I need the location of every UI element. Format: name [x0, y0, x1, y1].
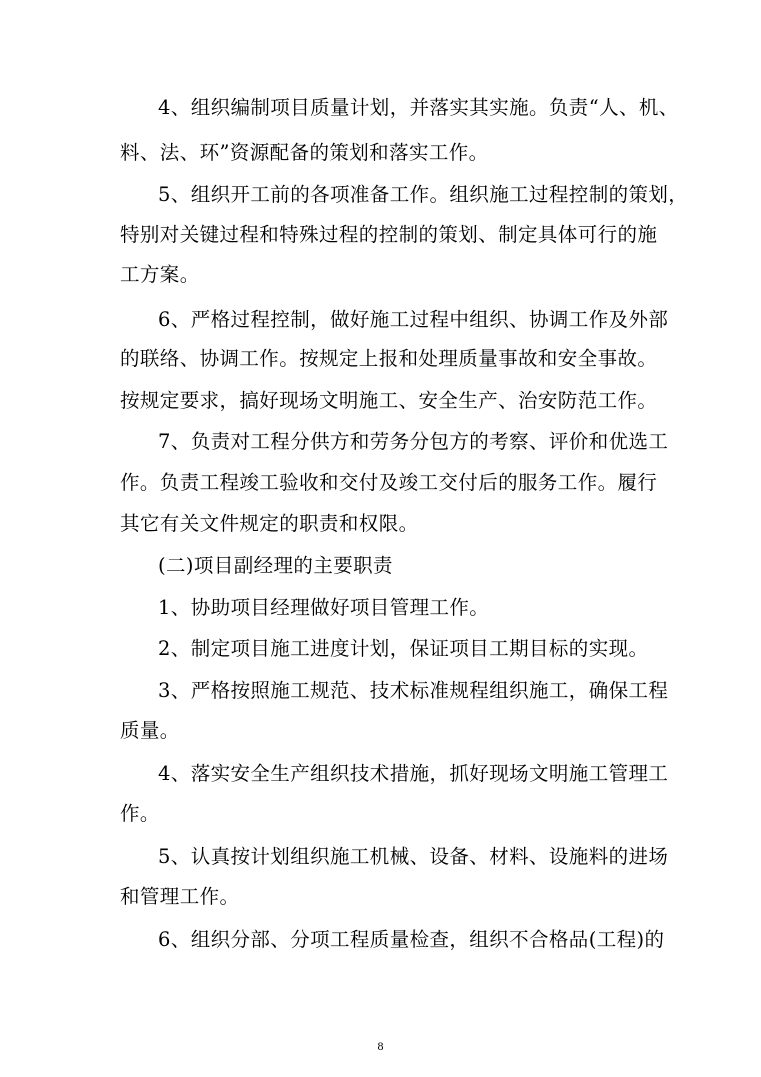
text-line: 作。 — [120, 802, 160, 825]
text-line: 2、制定项目施工进度计划，保证项目工期目标的实现。 — [158, 637, 649, 660]
text-line: 特别对关键过程和特殊过程的控制的策划、制定具体可行的施 — [120, 223, 658, 246]
text-line: 质量。 — [120, 719, 180, 742]
text-line: 4、组织编制项目质量计划，并落实其实施。负责“人、机、 — [158, 96, 679, 119]
text-line: 3、严格按照施工规范、技术标准规程组织施工，确保工程 — [158, 679, 669, 702]
text-line: 工方案。 — [120, 263, 200, 286]
text-line: 6、组织分部、分项工程质量检查，组织不合格品(工程)的 — [158, 928, 665, 951]
text-line: 和管理工作。 — [120, 885, 240, 908]
text-line: 5、认真按计划组织施工机械、设备、材料、设施料的进场 — [158, 845, 669, 868]
page-number: 8 — [377, 1039, 384, 1053]
text-line: 4、落实安全生产组织技术措施，抓好现场文明施工管理工 — [158, 762, 669, 785]
text-line: 6、严格过程控制，做好施工过程中组织、协调工作及外部 — [158, 308, 669, 331]
text-line: 作。负责工程竣工验收和交付及竣工交付后的服务工作。履行 — [120, 471, 658, 494]
text-line: 料、法、环”资源配备的策划和落实工作。 — [120, 141, 489, 164]
section-heading: (二)项目副经理的主要职责 — [158, 554, 393, 577]
text-line: 的联络、协调工作。按规定上报和处理质量事故和安全事故。 — [120, 347, 658, 370]
text-line: 1、协助项目经理做好项目管理工作。 — [158, 596, 490, 619]
text-line: 其它有关文件规定的职责和权限。 — [120, 512, 419, 535]
text-line: 按规定要求，搞好现场文明施工、安全生产、治安防范工作。 — [120, 389, 658, 412]
text-line: 7、负责对工程分供方和劳务分包方的考察、评价和优选工 — [158, 430, 669, 453]
text-line: 5、组织开工前的各项准备工作。组织施工过程控制的策划， — [158, 183, 689, 206]
